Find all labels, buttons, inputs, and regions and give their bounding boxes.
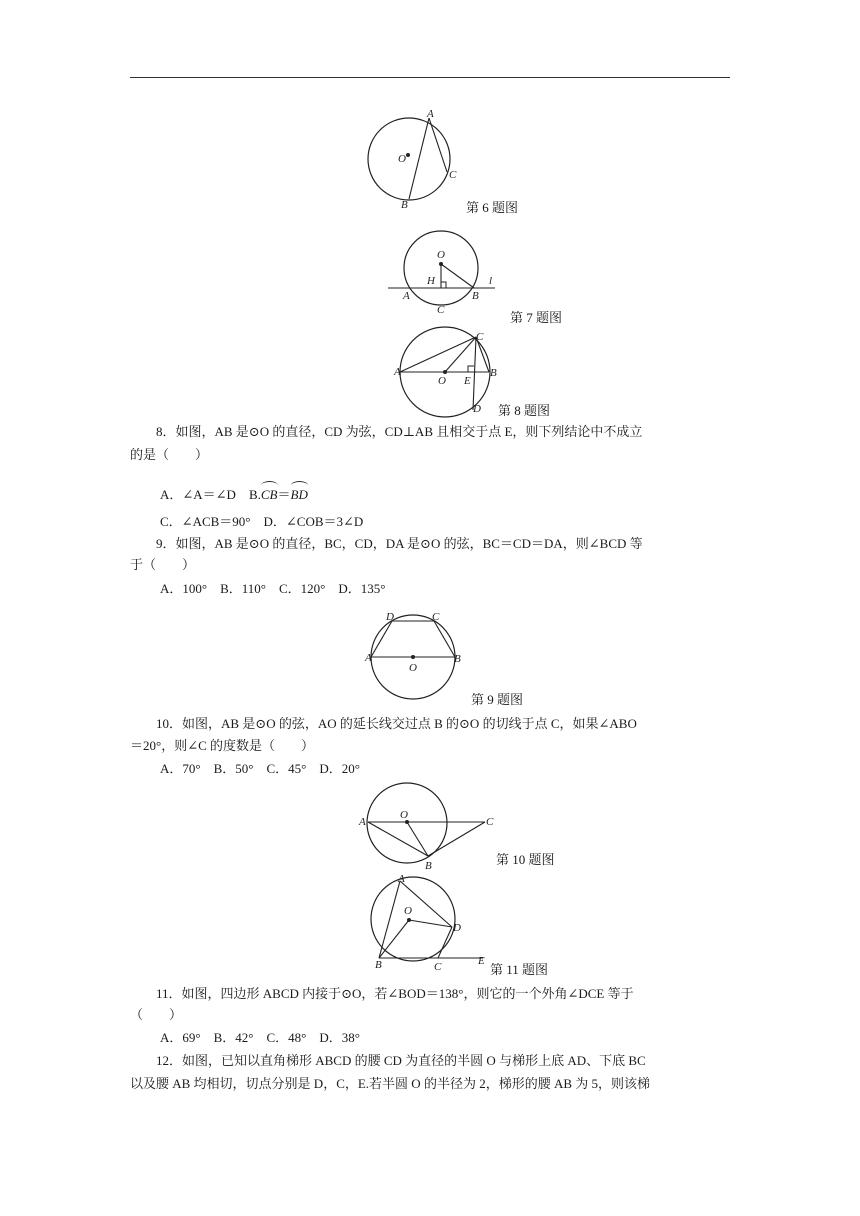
- svg-text:D: D: [453, 922, 461, 934]
- question-10-line-2: ＝20°，则∠C 的度数是（ ）: [130, 738, 315, 753]
- svg-text:A: A: [359, 816, 366, 828]
- svg-text:E: E: [478, 955, 485, 967]
- figure-9-caption: 第 9 题图: [471, 692, 524, 707]
- option-a-text: A．∠A＝∠D B.: [160, 487, 261, 502]
- question-9-line-1: 9．如图，AB 是⊙O 的直径，BC，CD，DA 是⊙O 的弦，BC＝CD＝DA，则∠BCD 等: [156, 536, 643, 551]
- svg-text:B: B: [401, 199, 408, 211]
- svg-text:H: H: [427, 275, 435, 287]
- svg-text:C: C: [432, 611, 440, 623]
- figure-11-caption: 第 11 题图: [490, 962, 549, 977]
- question-8-line-2: 的是（ ）: [130, 447, 209, 462]
- question-11-options: A．69° B．42° C．48° D．38°: [160, 1030, 360, 1045]
- question-8-line-1: 8．如图，AB 是⊙O 的直径，CD 为弦，CD⊥AB 且相交于点 E，则下列结论中不成立: [156, 424, 643, 439]
- svg-text:D: D: [386, 611, 394, 623]
- figure-7-caption: 第 7 题图: [510, 310, 563, 325]
- figure-6-caption: 第 6 题图: [466, 200, 519, 215]
- svg-text:A: A: [365, 652, 372, 664]
- question-10-options: A．70° B．50° C．45° D．20°: [160, 761, 360, 776]
- svg-text:O: O: [398, 153, 406, 165]
- svg-text:l: l: [489, 275, 493, 287]
- figure-11: [368, 872, 493, 972]
- svg-text:A: A: [427, 108, 434, 120]
- question-12-line-1: 12．如图，已知以直角梯形 ABCD 的腰 CD 为直径的半圆 O 与梯形上底 AD、下底 BC: [156, 1053, 646, 1068]
- question-8-options-cd: C．∠ACB＝90° D．∠COB＝3∠D: [160, 514, 364, 529]
- figure-10-diagram: [355, 778, 500, 870]
- svg-text:O: O: [409, 662, 417, 674]
- figure-7-diagram: [385, 220, 505, 320]
- svg-text:C: C: [434, 961, 442, 973]
- figure-11-diagram: [368, 872, 493, 972]
- question-9-line-2: 于（ ）: [130, 557, 196, 572]
- svg-text:A: A: [398, 873, 405, 885]
- svg-text:O: O: [437, 249, 445, 261]
- question-12-line-2: 以及腰 AB 均相切，切点分别是 D，C，E.若半圆 O 的半径为 2，梯形的腰 AB 为 5，则该梯: [130, 1076, 651, 1091]
- header-rule: [130, 77, 730, 78]
- svg-text:O: O: [400, 809, 408, 821]
- figure-7: [385, 220, 505, 320]
- svg-text:O: O: [404, 905, 412, 917]
- figure-8-diagram: [392, 328, 502, 416]
- figure-9-diagram: [365, 610, 475, 702]
- figure-8-caption: 第 8 题图: [498, 403, 551, 418]
- figure-10-caption: 第 10 题图: [496, 852, 555, 867]
- svg-text:C: C: [449, 169, 457, 181]
- question-11-line-2: （ ）: [130, 1007, 183, 1022]
- svg-text:B: B: [472, 290, 479, 302]
- figure-6: [360, 104, 470, 214]
- svg-text:B: B: [490, 367, 497, 379]
- figure-10: [355, 778, 500, 870]
- figure-9: [365, 610, 475, 702]
- question-9-options: A．100° B．110° C．120° D．135°: [160, 581, 386, 596]
- svg-text:B: B: [454, 653, 461, 665]
- figure-8: [392, 328, 502, 416]
- svg-text:C: C: [486, 816, 494, 828]
- svg-text:C: C: [437, 304, 445, 316]
- arc-cb: CB: [261, 486, 278, 503]
- svg-text:A: A: [403, 290, 410, 302]
- svg-text:B: B: [375, 959, 382, 971]
- svg-text:E: E: [464, 375, 471, 387]
- question-11-line-1: 11．如图，四边形 ABCD 内接于⊙O，若∠BOD＝138°，则它的一个外角∠DCE 等于: [156, 986, 634, 1001]
- svg-text:C: C: [476, 331, 484, 343]
- figure-6-diagram: [360, 104, 470, 214]
- svg-text:O: O: [438, 375, 446, 387]
- arc-bd: BD: [291, 486, 308, 503]
- question-10-line-1: 10．如图，AB 是⊙O 的弦，AO 的延长线交过点 B 的⊙O 的切线于点 C，如果∠ABO: [156, 716, 637, 731]
- svg-text:B: B: [425, 860, 432, 872]
- question-8-options-ab: A．∠A＝∠D B. CB＝ BD: [160, 486, 760, 503]
- svg-text:A: A: [394, 366, 401, 378]
- svg-text:D: D: [473, 403, 481, 415]
